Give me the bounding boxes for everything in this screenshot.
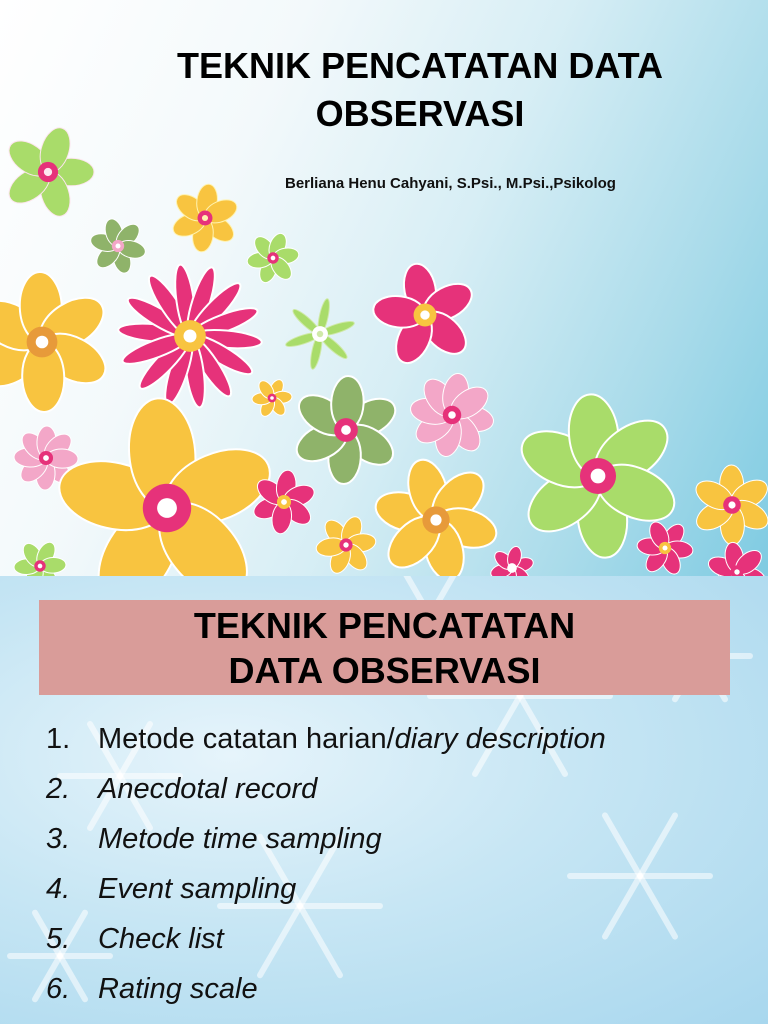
flower bbox=[0, 271, 114, 412]
slide-1-title bbox=[130, 42, 710, 138]
list-item bbox=[46, 764, 606, 814]
flower bbox=[371, 261, 478, 369]
flower-center-dot bbox=[734, 569, 739, 574]
flower bbox=[691, 465, 768, 545]
flower bbox=[52, 396, 281, 576]
flower-center-dot bbox=[343, 542, 348, 547]
flower bbox=[291, 375, 402, 485]
flower bbox=[89, 217, 147, 275]
list-item-italic-text: Check list bbox=[98, 923, 224, 955]
flower-center-dot bbox=[420, 310, 429, 319]
slide-1-title-line-1: TEKNIK PENCATATAN DATA bbox=[177, 45, 663, 86]
flower-center-dot bbox=[44, 168, 52, 176]
list-item-number: 2. bbox=[46, 773, 71, 805]
frost-streak bbox=[605, 815, 640, 876]
flower-center-dot bbox=[184, 330, 197, 343]
list-item bbox=[46, 814, 606, 864]
list-item bbox=[46, 864, 606, 914]
list-item-italic-text: Metode time sampling bbox=[98, 823, 382, 855]
technique-list bbox=[46, 714, 606, 1014]
flower-center-dot bbox=[430, 514, 441, 525]
list-item-italic-text: Event sampling bbox=[98, 873, 297, 905]
flower-center-dot bbox=[728, 501, 735, 508]
flower bbox=[118, 263, 263, 408]
flower bbox=[284, 298, 355, 370]
flower bbox=[489, 545, 535, 576]
list-item bbox=[46, 964, 606, 1014]
flower-center-dot bbox=[448, 411, 456, 419]
flower-center-dot bbox=[271, 256, 276, 261]
frost-streak bbox=[640, 876, 675, 937]
flower-center-dot bbox=[341, 425, 351, 435]
flower-center-dot bbox=[270, 396, 274, 400]
flower bbox=[315, 514, 377, 576]
list-item-number: 5. bbox=[46, 923, 71, 955]
list-item-italic-text: Rating scale bbox=[98, 973, 258, 1005]
author-name: Berliana Henu Cahyani, S.Psi., M.Psi.,Psikolog bbox=[285, 175, 616, 192]
flower bbox=[371, 455, 500, 576]
list-item-number: 4. bbox=[46, 873, 71, 905]
flower bbox=[408, 371, 495, 458]
list-item bbox=[46, 714, 606, 764]
flower bbox=[636, 519, 693, 576]
frost-streak bbox=[640, 815, 675, 876]
list-item-italic-text: diary description bbox=[394, 723, 606, 755]
slide-2 bbox=[0, 576, 768, 1024]
flower bbox=[3, 124, 94, 220]
flower bbox=[706, 541, 768, 576]
flower bbox=[246, 231, 300, 285]
frost-streak bbox=[605, 876, 640, 937]
slide-2-title-line-1: TEKNIK PENCATATAN bbox=[193, 604, 576, 646]
flower-center-dot bbox=[115, 243, 120, 248]
flower-center-dot bbox=[36, 336, 49, 349]
list-item-number: 1. bbox=[46, 723, 71, 755]
flower bbox=[14, 539, 67, 576]
list-item-text: Metode catatan harian/ bbox=[98, 723, 395, 755]
list-item-italic-text: Anecdotal record bbox=[98, 773, 318, 805]
flower-center-dot bbox=[281, 499, 287, 505]
flower-center-dot bbox=[591, 469, 606, 484]
list-item bbox=[46, 914, 606, 964]
flower-center-dot bbox=[317, 331, 323, 337]
flower bbox=[170, 183, 241, 253]
flower-center-dot bbox=[157, 498, 177, 518]
slide-2-title-box bbox=[39, 600, 730, 695]
flower-center-dot bbox=[510, 566, 514, 570]
slide-2-title-line-2: DATA OBSERVASI bbox=[228, 649, 541, 691]
slide-1-title-line-2: OBSERVASI bbox=[315, 93, 525, 134]
flower-center-dot bbox=[38, 564, 43, 569]
flower-center-dot bbox=[662, 545, 667, 550]
flower-center-dot bbox=[202, 215, 208, 221]
flower-center-dot bbox=[43, 455, 49, 461]
flower bbox=[252, 377, 293, 418]
list-item-number: 3. bbox=[46, 823, 71, 855]
list-item-number: 6. bbox=[46, 973, 71, 1005]
